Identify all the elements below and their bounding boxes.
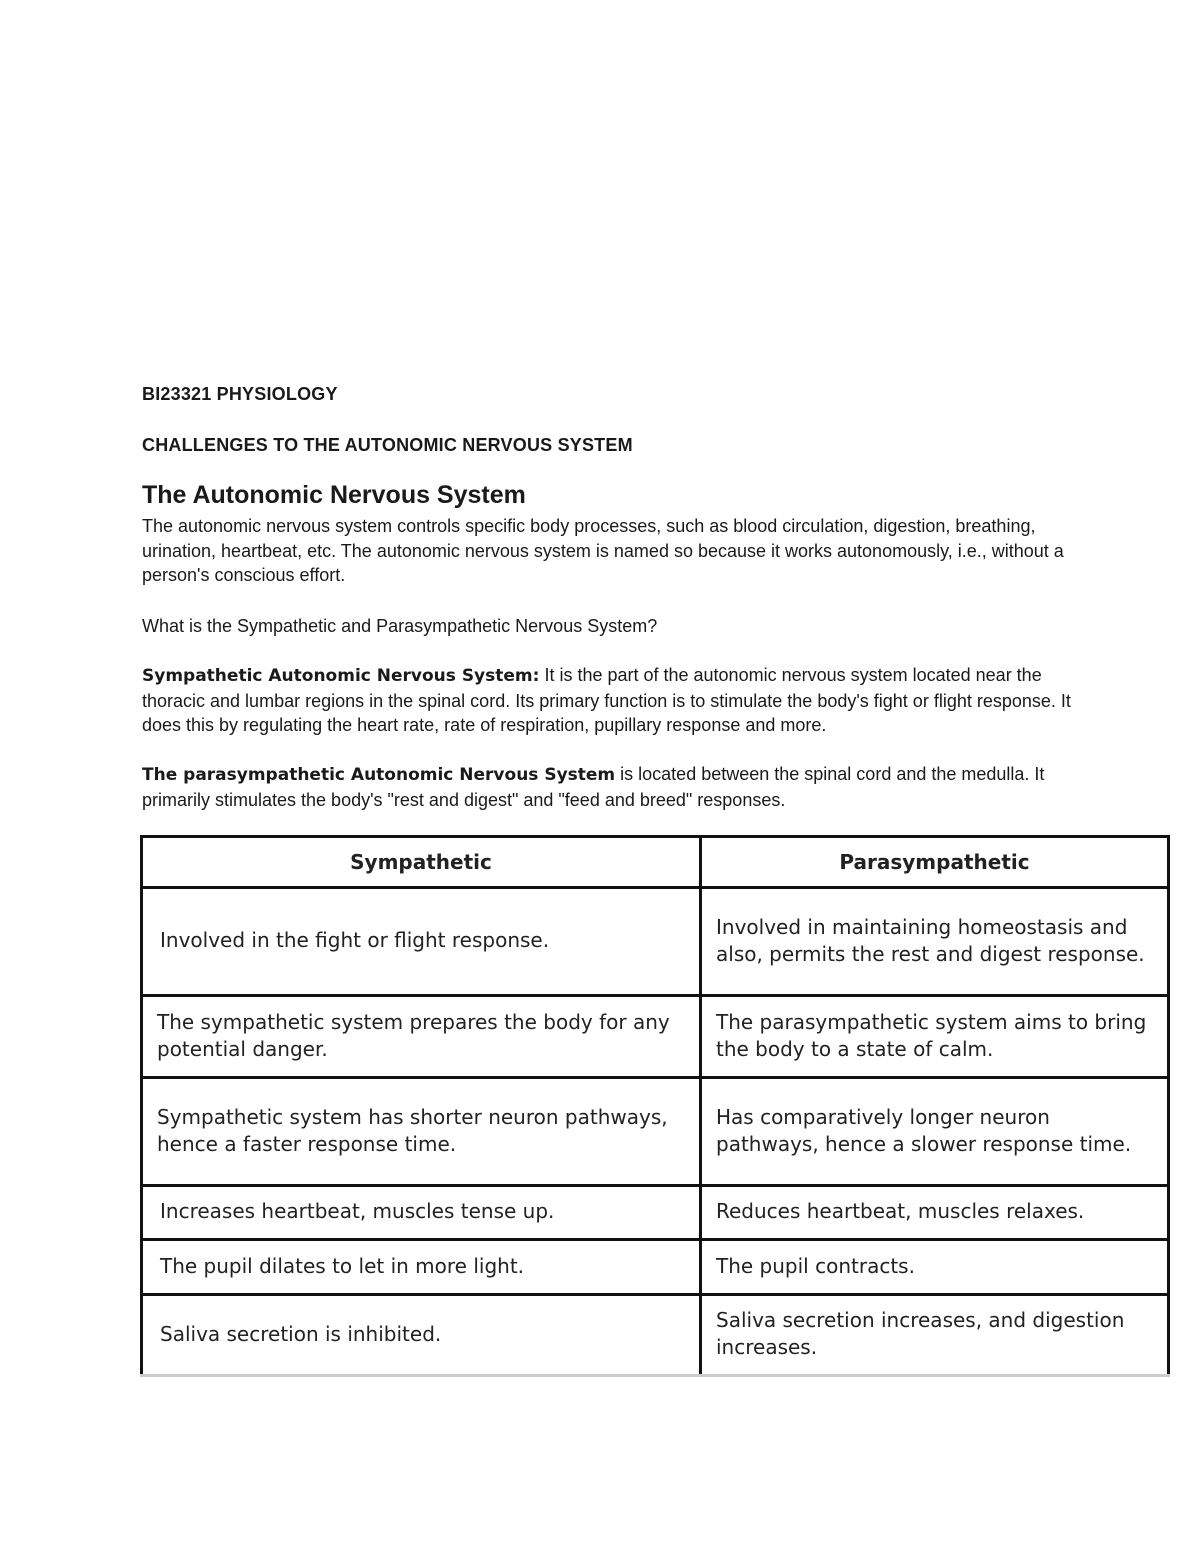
table-row — [142, 888, 1169, 996]
table-row — [142, 1295, 1169, 1376]
sympathetic-cell: Increases heartbeat, muscles tense up. — [142, 1186, 701, 1240]
parasympathetic-description: is located between the spinal cord and the medulla. It primarily stimulates the body's "rest and digest" and "feed and breed" responses. — [142, 764, 1045, 810]
sympathetic-cell: Saliva secretion is inhibited. — [142, 1295, 701, 1376]
sympathetic-cell: Involved in the fight or flight response. — [142, 888, 701, 996]
section-heading: The Autonomic Nervous System — [142, 481, 526, 509]
parasympathetic-cell: The pupil contracts. — [701, 1240, 1169, 1295]
question-text: What is the Sympathetic and Parasympathetic Nervous System? — [142, 616, 658, 636]
sympathetic-description: It is the part of the autonomic nervous system located near the thoracic and lumbar regions in the spinal cord. Its primary function is to stimulate the body's fight or flight response. It does this by regulating the heart rate, rate of respiration, pupillary response and more. — [142, 665, 1071, 736]
parasympathetic-paragraph — [142, 762, 1082, 812]
table-row — [142, 1078, 1169, 1186]
table-row — [142, 1240, 1169, 1295]
sympathetic-cell: The sympathetic system prepares the body for any potential danger. — [142, 996, 701, 1078]
table-header-row — [142, 837, 1169, 888]
table-row — [142, 1186, 1169, 1240]
table-row — [142, 996, 1169, 1078]
parasympathetic-cell: The parasympathetic system aims to bring the body to a state of calm. — [701, 996, 1169, 1078]
sympathetic-cell: The pupil dilates to let in more light. — [142, 1240, 701, 1295]
sympathetic-term: Sympathetic Autonomic Nervous System: — [142, 666, 540, 686]
course-title: BI23321 PHYSIOLOGY — [142, 384, 338, 404]
parasympathetic-cell: Involved in maintaining homeostasis and also, permits the rest and digest response. — [701, 888, 1169, 996]
sympathetic-cell: Sympathetic system has shorter neuron pathways, hence a faster response time. — [142, 1078, 701, 1186]
assignment-title: CHALLENGES TO THE AUTONOMIC NERVOUS SYSTEM — [142, 435, 633, 455]
header-parasympathetic: Parasympathetic — [701, 837, 1169, 888]
parasympathetic-cell: Saliva secretion increases, and digestion increases. — [701, 1295, 1169, 1376]
parasympathetic-term: The parasympathetic Autonomic Nervous System — [142, 765, 616, 785]
parasympathetic-cell: Has comparatively longer neuron pathways, hence a slower response time. — [701, 1078, 1169, 1186]
parasympathetic-cell: Reduces heartbeat, muscles relaxes. — [701, 1186, 1169, 1240]
header-sympathetic: Sympathetic — [142, 837, 701, 888]
intro-paragraph: The autonomic nervous system controls specific body processes, such as blood circulation, digestion, breathing, urination, heartbeat, etc. The autonomic nervous system is named so because it works autonomously, i.e., without a person's conscious effort. — [142, 516, 1064, 586]
sympathetic-paragraph — [142, 663, 1082, 738]
comparison-table — [140, 835, 1170, 1377]
